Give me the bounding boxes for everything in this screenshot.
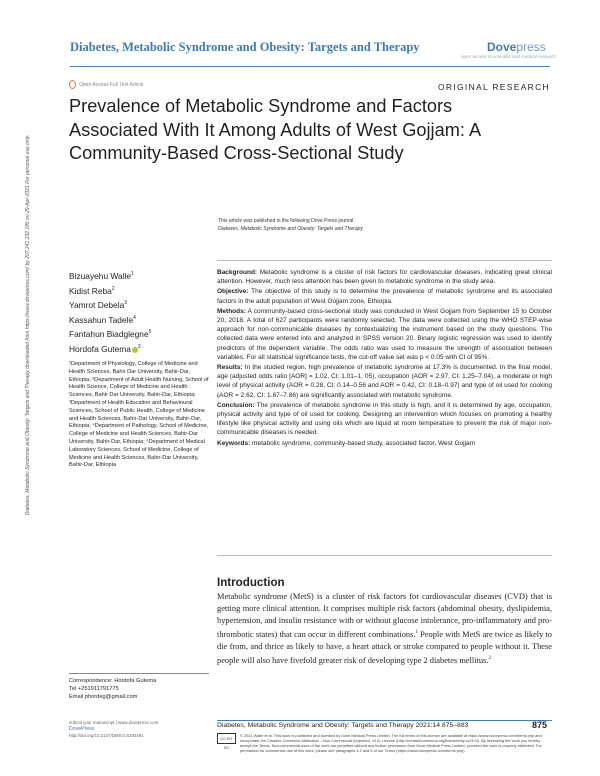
footer-journal-citation: Diabetes, Metabolic Syndrome and Obesity: Targets and Therapy 2021:14 875–883 [217, 722, 469, 729]
abstract-divider-bottom [217, 555, 552, 556]
publisher-logo-dove: Dove [487, 40, 517, 54]
author[interactable]: Bizuayehu Walle$^1$ [69, 270, 134, 281]
footer-divider [217, 720, 552, 721]
author[interactable]: Hordofa Gutema $^3$ [69, 343, 141, 354]
introduction-heading: Introduction [217, 576, 285, 589]
reference-link[interactable]: 1 [415, 630, 418, 636]
license-block [217, 733, 552, 753]
side-download-note [10, 80, 46, 570]
open-access-lock-icon [69, 80, 76, 89]
article-title: Prevalence of Metabolic Syndrome and Factors Associated With It Among Adults of West Gojjam: A Community-Based Cross-Sectional Study [69, 96, 481, 163]
submit-manuscript-link[interactable]: submit your manuscript | www.dovepress.com [69, 720, 159, 725]
abstract-objective: Objective: The objective of this study is to determine the prevalence of metabolic syndrome and its associated factors in the adult population of West Gojjam zone, Ethiopia. [217, 288, 552, 305]
author[interactable]: Kidist Reba$^2$ [69, 285, 115, 296]
journal-title[interactable]: Diabetes, Metabolic Syndrome and Obesity: Targets and Therapy [70, 40, 420, 54]
correspondence-name: Correspondence: Hordofa Gutema [69, 678, 157, 684]
section-label: ORIGINAL RESEARCH [438, 82, 550, 92]
open-access-text: Open Access Full Text Article [79, 81, 144, 88]
introduction-text: Metabolic syndrome (MetS) is a cluster of risk factors for cardiovascular diseases (CVD) that is getting more clinical attention. It comprises multiple risk factors (abdominal obesity, dyslipidemia, hypertension, and insulin resistance with or without glucose intolerance, pro-inflammatory and pro-thrombotic states) that can occur in different combinations.$^1$ People with MetS are twice as likely to die from, and thrice as likely to have, a heart attack or stroke compared to people without it. These people will also have fivefold greater risk of developing type 2 diabetes mellitus.$^2$ [217, 592, 552, 666]
dovepress-logo[interactable]: DovePress [69, 726, 95, 733]
correspondence-phone: Tel +251911791775 [69, 685, 119, 692]
correspondence-email[interactable]: Email phordeg@gmail.com [69, 693, 138, 700]
abstract [217, 268, 552, 558]
abstract-conclusion: Conclusion: The prevalence of metabolic syndrome in this study is high, and it is determined by age, occupation, physical activity and type of oil used for cooking. Designing an intervention which focuses on promoting a healthy lifestyle like physical activity and using oils which are liquid at room temperature to prevent the risk of major non-communicable diseases is needed. [217, 401, 552, 437]
author[interactable]: Yamrot Debela$^3$ [69, 299, 128, 310]
publisher-logo-press: press [516, 40, 546, 54]
creative-commons-badge-icon[interactable]: CC BY NC [217, 733, 236, 744]
doi-link[interactable]: http://doi.org/10.2147/DMSO.S293491 [69, 732, 144, 738]
correspondence [69, 678, 209, 702]
publication-note-line1: This article was published in the following Dove Press journal: [218, 218, 355, 224]
publisher-logo[interactable] [487, 40, 546, 54]
license-text: © 2021 Walle et al. This work is published and licensed by Dove Medical Press Limited. The full terms of this license are available at https://www.dovepress.com/terms.php and incorporate the Creative Commons Attribution – Non Commercial (unported, v3.0) License (http://creativecommons.org/licenses/by-nc/3.0/). By accessing the work you hereby accept the Terms. Non-commercial uses of the work are permitted without any further permission from Dove Medical Press Limited, provided the work is properly attributed. For permission for commercial use of this work, please see paragraphs 4.2 and 5 of our Terms (https://www.dovepress.com/terms.php). [240, 733, 542, 753]
header-divider [70, 66, 550, 67]
correspondence-divider [69, 673, 209, 674]
affiliations: ¹Department of Physiology, College of Medicine and Health Sciences, Bahir Dar University, Bahir-Dar, Ethiopia; ²Department of Adult Health Nursing, School of Health Science, College of Medicine and Health Sciences, Bahir Dar University, Bahir-Dar, Ethiopia; ³Department of Health Education and Behavioural Sciences, School of Public Health, College of Medicine and Health Sciences, Bahir-Dar University, Bahir-Dar, Ethiopia; ⁴Department of Pathology, School of Medicine, College of Medicine and Health Sciences, Bahir-Dar University, Bahir-Dar, Ethiopia; ⁵Department of Medical Laboratory Sciences, School of Medicine, College of Medicine and Health Sciences, Bahir-Dar University, Bahir-Dar, Ethiopia [69, 361, 209, 469]
footer-left [69, 720, 209, 739]
author[interactable]: Kassahun Tadele$^4$ [69, 314, 136, 325]
abstract-results: Results: In the studied region, high prevalence of metabolic syndrome at 17.3% is documented. In the final model, age (adjusted odds ratio [AOR] = 1.02, CI: 1.01–1. 05), occupation (AOR = 2.97, CI: 1.25–7.04), a moderate or high level of physical activity (AOR = 0.28, CI: 0.14–0.56 and AOR = 0.42, CI: 0.18–0.97) and type of oil used for cooking (AOR = 2.62, CI: 1.87–7.86) are significantly associated with metabolic syndrome. [217, 364, 552, 399]
abstract-keywords: Keywords: metabolic syndrome, community-based study, associated factor, West Gojjam [217, 439, 476, 447]
abstract-methods: Methods: A community-based cross-sectional study was conducted in West Gojjam from September 15 to October 20, 2018. A total of 627 participants were randomly selected. The data were collected using the WHO STEP-wise approach for non-communicable diseases by contextualizing the instrument based on the study questions. The collected data were entered into and analyzed in SPSS version 20. Binary logistic regression was used to identify predictors of the dependent variable. The odds ratio was used to measure the strength of association between variables. For all statistical significance tests, the cut-off value set was p < 0.05 with CI of 95%. [217, 307, 552, 361]
publication-note [218, 217, 363, 233]
abstract-divider-top [217, 260, 552, 261]
page-number: 875 [532, 720, 548, 730]
abstract-background: Background: Metabolic syndrome is a cluster of risk factors for cardiovascular diseases, indicating great clinical attention. However, much less attention has been given to metabolic syndrome in the study area. [217, 269, 552, 286]
author-list [69, 268, 151, 356]
side-download-text: Diabetes, Metabolic Syndrome and Obesity: Targets and Therapy downloaded from https://www.dovepress.com/ by 207.241.232.185 on 29-Apr-2021 For personal use only. [25, 134, 31, 516]
author[interactable]: Fantahun Biadglegne$^5$ [69, 329, 152, 340]
open-access-label [69, 80, 143, 89]
reference-link[interactable]: 2 [488, 656, 491, 662]
publication-note-journal: Diabetes, Metabolic Syndrome and Obesity: Targets and Therapy [218, 226, 363, 232]
publisher-tagline: open access to scientific and medical research [461, 54, 556, 59]
